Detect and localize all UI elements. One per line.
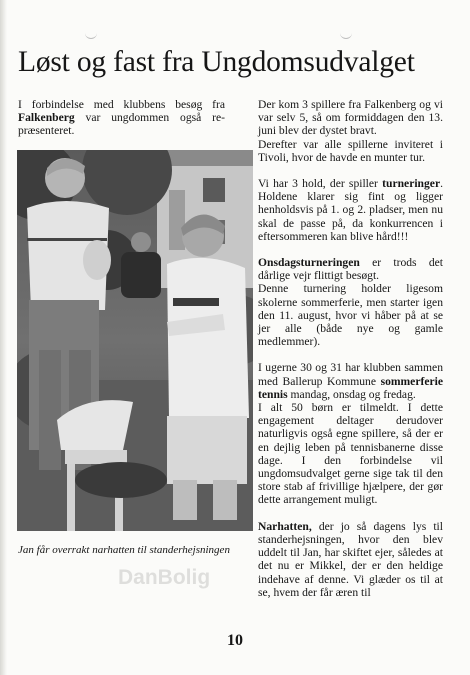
- bold-turneringer: turneringer: [382, 177, 441, 191]
- page-spine-shadow: [0, 0, 7, 675]
- intro-paragraph: [18, 98, 225, 138]
- paragraph-summer-break: Denne turnering holder ligesom skolerne sommerferie, men starter igen den 11. august, hvor vi håber på at se jer alle (både nye og gamle medlemmer).: [258, 282, 443, 349]
- photo-caption: Jan får overrakt narhatten til standerhejsningen: [18, 544, 230, 556]
- right-column: [258, 98, 443, 599]
- bold-narhatten: Narhatten,: [258, 519, 312, 533]
- text: er trods det dårlige vejr flittigt besøgt.: [258, 256, 443, 283]
- text: der jo så dagens lys til standerhejsningen, hvor den blev uddelt til Jan, har skiftet ejer, således at det nu er Mikkel, der er den heldige indehave af denne. Vi glæder os til at se, hvem der får æren til: [258, 519, 443, 599]
- paragraph-visit: Der kom 3 spillere fra Falkenberg og vi var selv 5, så om formiddagen den 13. juni blev der dystet bravt.: [258, 98, 443, 138]
- page-title: Løst og fast fra Ungdomsudvalget: [18, 46, 415, 78]
- text: Vi har 3 hold, der spiller: [258, 177, 383, 191]
- page-number: 10: [227, 632, 243, 649]
- paragraph-narhatten: [258, 520, 443, 599]
- paragraph-wednesday: [258, 256, 443, 282]
- intro-text-end: var ungdommen også re-præsenteret.: [18, 111, 225, 138]
- bold-sommerferie-tennis: sommerferie tennis: [258, 374, 443, 401]
- bold-onsdagsturneringen: Onsdagsturneringen: [258, 256, 360, 270]
- bleed-through-text: DanBolig: [118, 566, 211, 589]
- punch-hole-right: [340, 30, 352, 39]
- photo-illustration: [17, 150, 253, 531]
- text: . Holdene klarer sig fint og ligger henholdsvis på 1. og 2. pladser, men nu skal de passe på, da konkurrencen i eftersommeren kan blive hård!!!: [258, 177, 443, 243]
- intro-text: I forbindelse med klubbens besøg fra: [18, 98, 225, 111]
- paragraph-tournaments: [258, 177, 443, 243]
- paragraph-tivoli: Derefter var alle spillerne inviteret i Tivoli, hvor de havde en munter tur.: [258, 137, 443, 164]
- paragraph-volunteers: I alt 50 børn er tilmeldt. I dette engagement deltager derudover naturligvis også egne spillere, så der er en dejlig leben på tennisbanerne disse dage. I den forbindelse vil ungdomsudvalget gerne sige tak til den store stab af frivillige hjælpere, der gør dette arrangement muligt.: [258, 401, 443, 507]
- paragraph-summer-tennis: [258, 361, 443, 401]
- text: mandag, onsdag og fredag.: [287, 387, 416, 401]
- intro-bold-falkenberg: Falkenberg: [18, 111, 75, 125]
- article-photo: [17, 150, 253, 531]
- text: I ugerne 30 og 31 har klubben sammen med Ballerup Kommune: [258, 361, 443, 388]
- punch-hole-left: [85, 30, 97, 39]
